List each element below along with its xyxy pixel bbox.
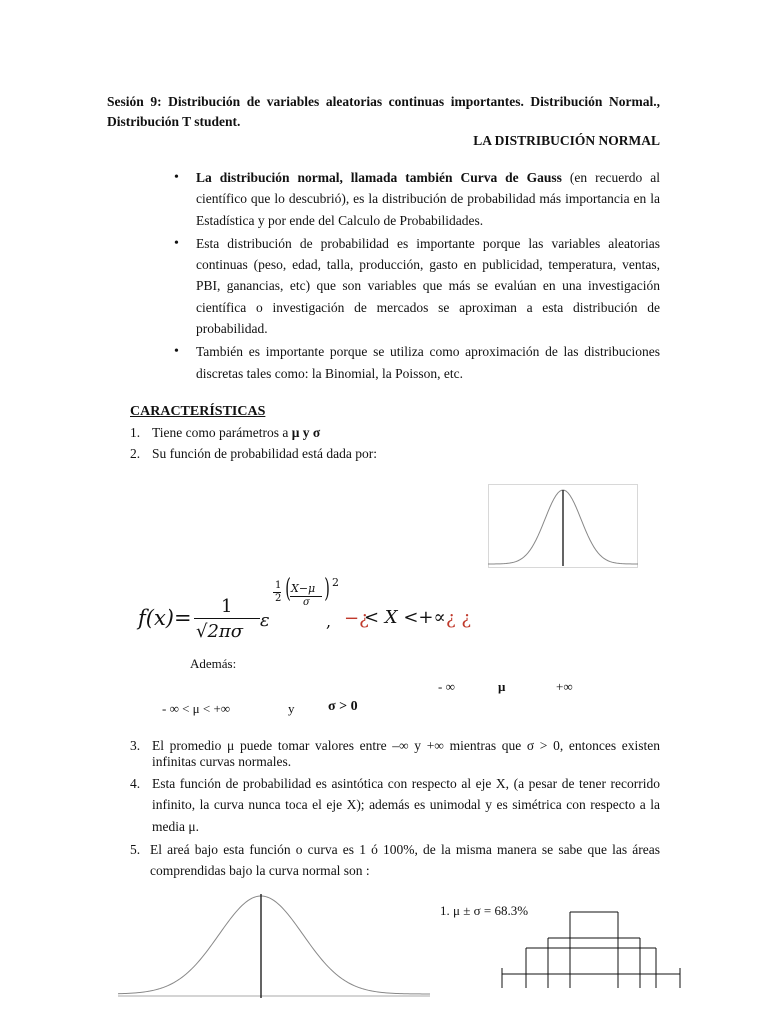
bullet-item xyxy=(174,341,660,384)
bullet-item xyxy=(174,167,660,231)
bell-curve xyxy=(118,896,430,994)
exp-inner-num: X−μ xyxy=(291,582,316,595)
constraint-mu xyxy=(162,701,230,717)
characteristics-heading: CARACTERÍSTICAS xyxy=(130,404,266,419)
formula-denominator: √2πσ xyxy=(196,621,244,642)
normal-curve-figure-large xyxy=(118,890,430,1000)
exp-frac-den: 2 xyxy=(275,593,282,604)
formula-comma: , xyxy=(326,612,332,631)
page-title: Sesión 9: Distribución de variables aleatorias continuas importantes. Distribución Normal., Distribución T student. xyxy=(107,94,660,129)
section-subtitle: LA DISTRIBUCIÓN NORMAL xyxy=(473,133,660,148)
axis-minus-inf: - ∞ xyxy=(438,679,455,694)
exp-inner-den: σ xyxy=(303,597,310,608)
list-item-row xyxy=(130,773,660,837)
list-item xyxy=(130,839,660,882)
item-text: El areá bajo esta función o curva es 1 ó 100%, de la misma manera se sabe que las áreas comprendidas bajo la curva normal son : xyxy=(150,842,660,879)
exp-power: 2 xyxy=(332,576,339,589)
paren-open: ( xyxy=(285,574,291,604)
exp-frac-num: 1 xyxy=(275,580,282,591)
interval-diagram xyxy=(498,908,684,992)
item-text: Su función de probabilidad está dada por: xyxy=(152,446,377,461)
item-text: El promedio μ puede tomar valores entre –∞ y +∞ mientras que σ > 0, entonces existen infinitas curvas normales. xyxy=(152,738,660,769)
fraction-bar xyxy=(194,618,260,619)
list-item xyxy=(130,422,320,443)
bullet-item xyxy=(174,233,660,339)
ademas-label: Además: xyxy=(190,656,237,671)
list-item xyxy=(130,773,660,837)
list-item xyxy=(130,738,660,770)
item-text: Tiene como parámetros a xyxy=(152,425,289,440)
bullet-list xyxy=(174,167,660,386)
item-number: 5. xyxy=(130,842,141,857)
paren-close: ) xyxy=(324,574,330,604)
item-bold-text: μ y σ xyxy=(291,425,321,440)
formula-numerator: 1 xyxy=(221,596,233,617)
range-mid: < X <+∝ xyxy=(364,607,446,628)
item-number: 2. xyxy=(130,446,141,461)
axis-plus-inf: +∞ xyxy=(556,679,573,694)
bullet-text: (en recuerdo al científico que lo descubrió), es la distribución de probabilidad más importancia en la Estadística y por ende del Calculo de Probabilidades. xyxy=(196,170,660,228)
bullet-bold-text: La distribución normal, llamada también Curva de Gauss xyxy=(196,170,562,185)
density-formula xyxy=(138,574,478,650)
item-number: 3. xyxy=(130,738,141,753)
list-item xyxy=(130,443,377,464)
constraint-y: y xyxy=(288,701,295,716)
formula-lhs: f(x)= xyxy=(138,606,192,630)
item-number: 4. xyxy=(130,776,141,791)
range-right: ¿ ¿ xyxy=(446,608,472,629)
constraint-sigma: σ > 0 xyxy=(328,699,358,714)
bullet-text: También es importante porque se utiliza como aproximación de las distribuciones discretas tales como: la Binomial, la Poisson, etc. xyxy=(196,344,660,381)
list-item-row xyxy=(130,738,660,770)
list-item-row xyxy=(130,839,660,882)
axis-mu: μ xyxy=(498,679,506,694)
constraint-mu-text: - ∞ < μ < +∞ xyxy=(162,701,231,716)
item-number: 1. xyxy=(130,425,141,440)
formula-base: ε xyxy=(260,610,270,631)
normal-curve-figure-small xyxy=(488,484,638,568)
area-item: 1. μ ± σ = 68.3% xyxy=(440,903,529,918)
range-left: −¿ xyxy=(344,608,369,629)
bullet-text: Esta distribución de probabilidad es importante porque las variables aleatorias continuas (peso, edad, talla, producción, gasto en publicidad, temperatura, ventas, PBI, ganancias, etc) que son variables que más se evalúan en una investigación científica o investigación de mercados se aproximan a esta distribución de probabilidad. xyxy=(196,235,660,337)
item-text: Esta función de probabilidad es asintótica con respecto al eje X, (a pesar de tener recorrido infinito, la curva nunca toca el eje X); además es unimodal y es simétrica con respecto a la media μ. xyxy=(152,776,660,834)
